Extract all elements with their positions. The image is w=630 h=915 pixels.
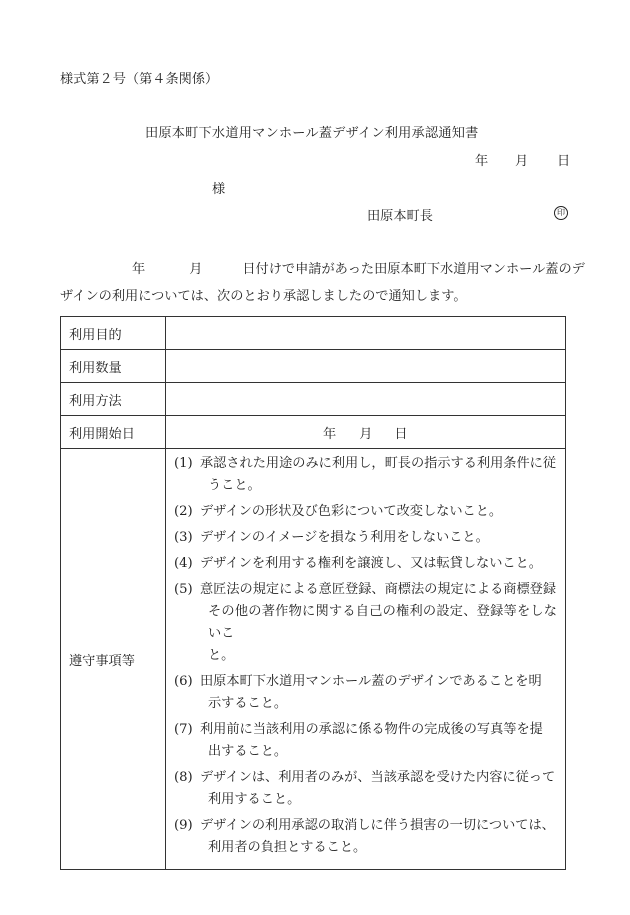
method-field[interactable]: [166, 383, 566, 416]
start-date-label: 利用開始日: [61, 416, 166, 449]
table-row: [61, 383, 566, 416]
method-label: 利用方法: [61, 383, 166, 416]
addressee-suffix: 様: [212, 182, 226, 197]
start-date-year: 年: [323, 426, 337, 442]
rules-list: [166, 449, 566, 870]
rule-text: 田原本町下水道用マンホール蓋のデザインであることを明: [200, 674, 542, 689]
rule-text: デザインの利用承認の取消しに伴う損害の一切については、: [200, 818, 555, 833]
rule-number: (5): [174, 582, 193, 597]
rule-number: (2): [174, 504, 193, 519]
rule-item: [174, 501, 557, 523]
purpose-label: 利用目的: [61, 317, 166, 350]
rule-item: [174, 453, 557, 497]
rule-number: (6): [174, 674, 193, 689]
start-date-field[interactable]: [166, 416, 566, 449]
table-row: [61, 317, 566, 350]
quantity-label: 利用数量: [61, 350, 166, 383]
rule-text: デザインは、利用者のみが、当該承認を受けた内容に従って: [200, 770, 556, 785]
table-row: [61, 449, 566, 870]
body-line-2: ザインの利用については、次のとおり承認しましたので通知します。: [60, 289, 467, 304]
rule-text: 承認された用途のみに利用し，町長の指示する利用条件に従: [200, 456, 557, 471]
rule-number: (1): [174, 456, 193, 471]
seal-mark: [554, 204, 568, 220]
rule-item: [174, 579, 557, 667]
rule-text: 利用前に当該利用の承認に係る物件の完成後の写真等を提: [200, 722, 543, 737]
rule-number: (3): [174, 530, 193, 545]
rule-item: [174, 553, 557, 575]
rule-text: デザインの形状及び色彩について改変しないこと。: [200, 504, 503, 519]
rule-text: デザインのイメージを損なう利用をしないこと。: [200, 530, 489, 545]
quantity-field[interactable]: [166, 350, 566, 383]
rule-text-cont: と。: [208, 648, 235, 663]
rules-label: 遵守事項等: [61, 449, 166, 870]
rule-text-cont: うこと。: [208, 478, 261, 493]
rule-text-cont: その他の著作物に関する自己の権利の設定、登録等をしないこ: [208, 604, 557, 641]
details-table: [60, 316, 566, 870]
document-title: 田原本町下水道用マンホール蓋デザイン利用承認通知書: [145, 126, 479, 141]
seal-icon: 印: [554, 206, 568, 220]
start-date-day: 日: [394, 426, 408, 442]
rule-text: 意匠法の規定による意匠登録、商標法の規定による商標登録: [200, 582, 557, 597]
rule-number: (4): [174, 556, 193, 571]
body-month-label: 月: [189, 262, 203, 277]
rule-number: (7): [174, 722, 193, 737]
rule-item: [174, 767, 557, 811]
table-row: [61, 350, 566, 383]
rule-text-cont: 利用すること。: [208, 792, 301, 807]
rule-number: (8): [174, 770, 193, 785]
date-month-label: 月: [515, 154, 529, 169]
rule-number: (9): [174, 818, 193, 833]
rule-text-cont: 示すること。: [208, 696, 288, 711]
start-date-month: 月: [359, 426, 373, 442]
rule-text-cont: 利用者の負担とすること。: [208, 840, 367, 855]
rule-item: [174, 671, 557, 715]
date-year-label: 年: [475, 154, 489, 169]
body-line-1: [60, 258, 585, 277]
purpose-field[interactable]: [166, 317, 566, 350]
rule-text-cont: 出すること。: [208, 744, 288, 759]
rule-item: [174, 719, 557, 763]
table-row: [61, 416, 566, 449]
date-day-label: 日: [557, 154, 571, 169]
rule-item: [174, 527, 557, 549]
body-year-label: 年: [132, 262, 146, 277]
form-number: 様式第２号（第４条関係）: [60, 72, 219, 87]
issuer-name: 田原本町長: [367, 209, 433, 224]
rule-text: デザインを利用する権利を譲渡し、又は転貸しないこと。: [200, 556, 542, 571]
rule-item: [174, 815, 557, 859]
body-text-1: 日付けで申請があった田原本町下水道用マンホール蓋のデ: [242, 262, 585, 277]
